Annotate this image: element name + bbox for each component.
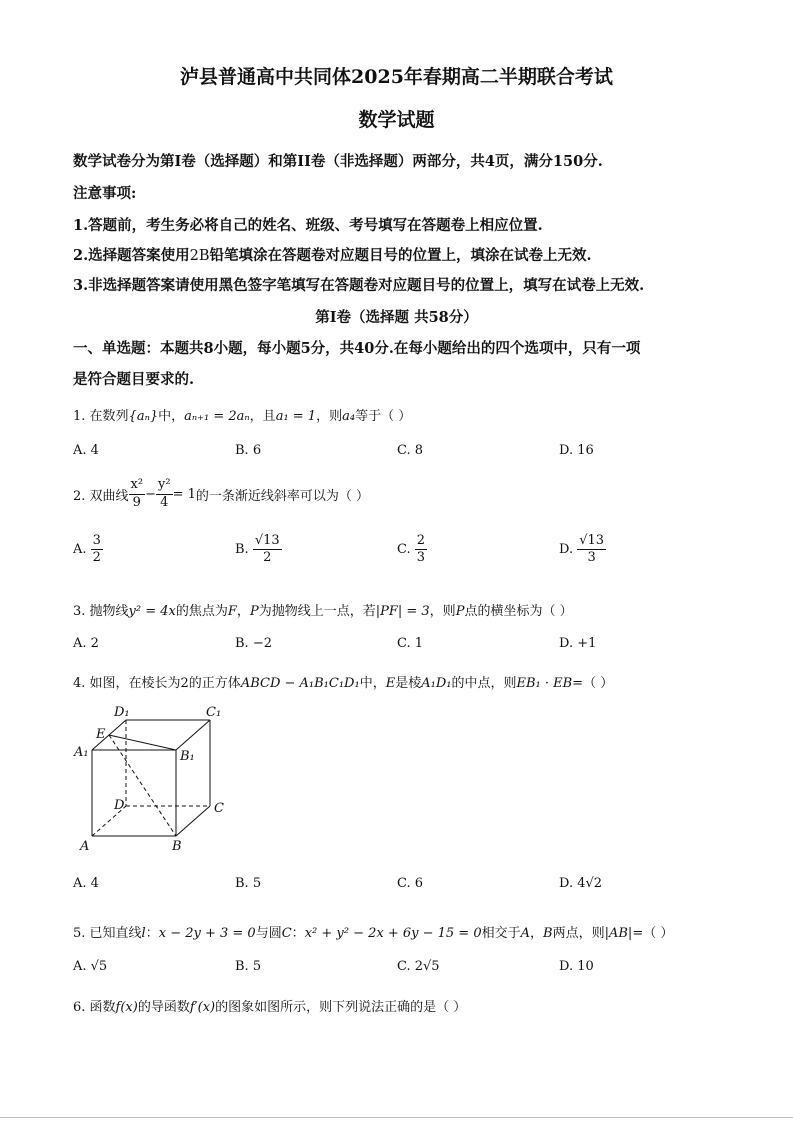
note-1: 1.答题前，考生务必将自己的姓名、班级、考号填写在答题卷上相应位置. (73, 217, 543, 234)
label-d: D (114, 798, 125, 813)
q2-option-a: A. $\frac{3}{2}$ (73, 533, 101, 566)
label-d1: D₁ (114, 705, 130, 720)
cube-figure (70, 700, 240, 860)
q4-option-a: A. 4 (73, 876, 99, 891)
question-3-stem: 3. 抛物线y² = 4x的焦点为F，P为抛物线上一点，若|PF| = 3，则P点的横坐标为（ ） (73, 604, 573, 619)
segment-e-b1 (109, 735, 176, 750)
q4-option-b: B. 5 (235, 876, 262, 891)
note-2: 2.选择题答案使用2B铅笔填涂在答题卷对应题目号的位置上，填涂在试卷上无效. (73, 247, 592, 264)
question-1-stem: 1. 在数列{aₙ}中，aₙ₊₁ = 2aₙ，且a₁ = 1，则a₄等于（ ） (73, 409, 412, 424)
page-bottom-rule (0, 1117, 793, 1118)
label-b1: B₁ (180, 749, 195, 764)
label-a1: A₁ (74, 745, 89, 760)
q3-option-c: C. 1 (397, 636, 424, 651)
q3-option-d: D. +1 (559, 636, 597, 651)
edge-b-c (176, 806, 210, 836)
q2-option-b: B. $\frac{√13}{2}$ (235, 533, 280, 566)
notice-heading: 注意事项: (73, 185, 137, 202)
q3-option-b: B. −2 (235, 636, 272, 651)
q5-option-a: A. √5 (73, 959, 108, 974)
q2-fraction-y: $\frac{\text{y²}}{4}$ (158, 477, 171, 510)
label-a: A (80, 839, 90, 854)
intro-line: 数学试卷分为第I卷（选择题）和第II卷（非选择题）两部分，共4页，满分150分. (73, 153, 603, 170)
question-6-stem: 6. 函数f(x)的导函数f′(x)的图象如图所示，则下列说法正确的是（ ） (73, 1000, 467, 1015)
q1-option-b: B. 6 (235, 443, 262, 458)
q1-option-a: A. 4 (73, 443, 99, 458)
exam-subject: 数学试题 (358, 109, 435, 131)
label-b: B (172, 839, 182, 854)
section-heading: 一、单选题：本题共8小题，每小题5分，共40分.在每小题给出的四个选项中，只有一项 (73, 340, 641, 357)
edge-b1-c1 (176, 720, 210, 750)
question-5-stem: 5. 已知直线l：x − 2y + 3 = 0与圆C：x² + y² − 2x + 6y − 15 = 0相交于A，B两点，则|AB|=（ ） (73, 926, 674, 941)
q1-option-d: D. 16 (559, 443, 594, 458)
q5-option-b: B. 5 (235, 959, 262, 974)
label-c1: C₁ (206, 705, 222, 720)
q4-option-c: C. 6 (397, 876, 424, 891)
q5-option-c: C. 2√5 (397, 959, 440, 974)
part-title: 第I卷（选择题 共58分） (315, 309, 478, 326)
question-2-stem: 2. 双曲线 $\frac{\text{x²}}{9}$ − $\frac{\text{y²}}{4}$ = 1 的一条渐近线斜率可以为（ ） (73, 477, 369, 510)
q3-option-a: A. 2 (73, 636, 99, 651)
note-3: 3.非选择题答案请使用黑色签字笔填写在答题卷对应题目号的位置上，填写在试卷上无效. (73, 277, 645, 294)
section-heading-cont: 是符合题目要求的. (73, 371, 195, 388)
q1-option-c: C. 8 (397, 443, 424, 458)
q2-option-d: D. $\frac{√13}{3}$ (559, 533, 605, 566)
label-c: C (214, 801, 224, 816)
q4-option-d: D. 4√2 (559, 876, 603, 891)
q2-option-c: C. $\frac{2}{3}$ (397, 533, 426, 566)
q5-option-d: D. 10 (559, 959, 594, 974)
exam-title: 泸县普通高中共同体2025年春期高二半期联合考试 (180, 66, 613, 88)
label-e: E (96, 727, 106, 742)
q2-fraction-x: $\frac{\text{x²}}{9}$ (130, 477, 144, 510)
question-4-stem: 4. 如图，在棱长为2的正方体ABCD − A₁B₁C₁D₁中，E是棱A₁D₁的中点，则EB₁ · EB=（ ） (73, 676, 614, 691)
